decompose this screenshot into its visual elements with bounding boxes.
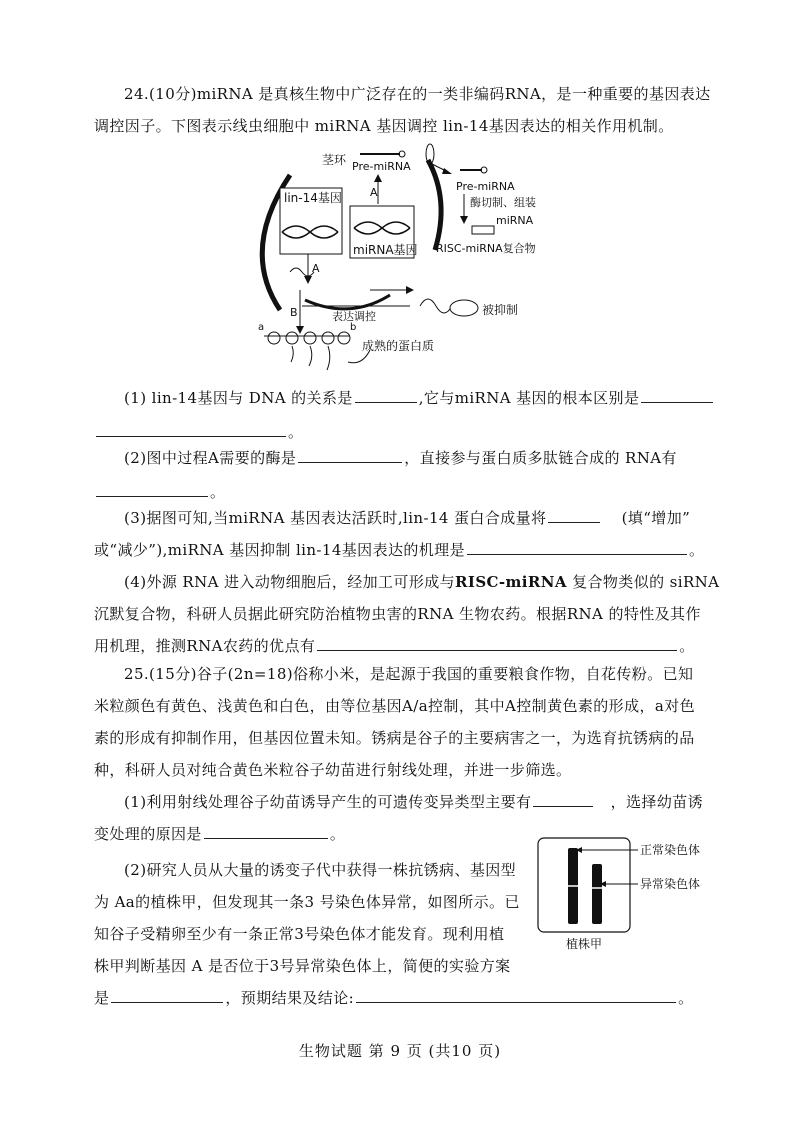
plant-label: 植株甲 [566, 937, 603, 951]
q25-sub2-text-a: 是 [94, 989, 110, 1007]
q24-sub2-text-b: ，直接参与蛋白质多肽链合成的 RNA有 [404, 449, 677, 467]
processing-arrow-head [460, 216, 468, 224]
label-a-lower: A [312, 262, 320, 275]
pre-mirna-label-1: Pre-miRNA [352, 160, 411, 173]
q24-sub2-text-a: (2)图中过程A需要的酶是 [124, 449, 297, 467]
q24-sub2-blank-2[interactable] [96, 482, 208, 497]
inhibited-complex [450, 300, 478, 316]
q25-line4: 种，科研人员对纯合黄色米粒谷子幼苗进行射线处理，并进一步筛选。 [94, 761, 572, 779]
chromosome-figure [536, 836, 740, 956]
q25-line2: 米粒颜色有黄色、浅黄色和白色，由等位基因A/a控制，其中A控制黄色素的形成，a对色 [94, 697, 696, 715]
peptide-3 [327, 346, 330, 370]
q24-sub2 [124, 448, 677, 468]
q24-sub1-text-b: ,它与miRNA 基因的根本区别是 [418, 389, 640, 407]
label-a-upper: A [370, 186, 378, 199]
ribosome-5 [338, 332, 350, 344]
q24-line1: 24.(10分)miRNA 是真核生物中广泛存在的一类非编码RNA，是一种重要的基因表达 [124, 85, 711, 103]
arrow-b-head [296, 326, 304, 334]
q24-sub4-risc: RISC-miRNA [455, 573, 567, 591]
q25-sub2-blank-2[interactable] [356, 988, 676, 1003]
mature-protein-label: 成熟的蛋白质 [362, 339, 435, 353]
arrow-a-up-head [374, 174, 382, 182]
stem-loop-label: 茎环 [322, 153, 347, 167]
risc-complex-shape [472, 226, 494, 234]
q24-sub2-blank-1[interactable] [298, 448, 402, 463]
cell-membrane-right [428, 160, 441, 250]
q24-sub4-end: 。 [679, 637, 695, 655]
q25-sub1 [124, 792, 703, 812]
mirna-gene-label: miRNA基因 [353, 243, 418, 257]
inhibited-mrna [420, 299, 452, 313]
chromosome-box [538, 838, 630, 932]
q25-sub2-line3: 知谷子受精卵至少有一条正常3号染色体才能发育。现利用植 [94, 925, 505, 943]
q24-sub1-text-a: (1) lin-14基因与 DNA 的关系是 [124, 389, 353, 407]
q25-sub2-end: 。 [678, 989, 694, 1007]
q24-sub3 [124, 508, 690, 528]
q25-sub2-line5 [94, 988, 693, 1008]
q24-sub3-blank-1[interactable] [548, 508, 600, 523]
q24-sub2-end: 。 [210, 483, 226, 501]
label-a-small: a [258, 322, 265, 333]
peptide-1 [291, 346, 293, 362]
q24-sub1-blank-3[interactable] [96, 422, 286, 437]
label-b-small: b [350, 322, 357, 333]
risc-to-mrna-head [406, 286, 414, 294]
ribosome-4 [322, 332, 334, 344]
q24-sub4-line3 [94, 636, 695, 656]
abnormal-chromosome-label: 异常染色体 [640, 877, 701, 891]
q24-sub4-line2: 沉默复合物，科研人员据此研究防治植物虫害的RNA 生物农药。根据RNA 的特性及其作 [94, 605, 701, 623]
mirna-label: miRNA [496, 214, 534, 227]
q25-line1: 25.(15分)谷子(2n=18)俗称小米，是起源于我国的重要粮食作物，自花传粉。已知 [124, 665, 694, 683]
abnormal-chromosome [592, 864, 602, 924]
q25-sub1-cont [94, 824, 345, 844]
q25-sub1-text-b: ，选择幼苗诱 [610, 793, 704, 811]
q25-sub1-text-a: (1)利用射线处理谷子幼苗诱导产生的可遗传变异类型主要有 [124, 793, 532, 811]
q25-sub1-end: 。 [329, 825, 346, 843]
q25-sub1-blank-1[interactable] [533, 792, 593, 807]
q24-sub1-blank-2[interactable] [641, 388, 713, 403]
q25-sub2-line1: (2)研究人员从大量的诱变子代中获得一株抗锈病、基因型 [124, 861, 517, 879]
ribosome-2 [286, 332, 298, 344]
q24-sub1-end: 。 [288, 423, 304, 441]
label-b: B [290, 306, 298, 319]
q24-sub3-end: 。 [688, 541, 705, 559]
mirna-mechanism-diagram [250, 140, 570, 380]
q25-sub2-line4: 株甲判断基因 A 是否位于3号异常染色体上，简便的实验方案 [94, 957, 511, 975]
inhibited-label: 被抑制 [482, 303, 519, 317]
q25-sub2-line2: 为 Aa的植株甲，但发现其一条3 号染色体异常，如图所示。已 [94, 893, 520, 911]
arrow-a-down-head [304, 276, 312, 284]
q24-line2: 调控因子。下图表示线虫细胞中 miRNA 基因调控 lin-14基因表达的相关作用机制。 [94, 117, 674, 135]
q25-sub2-text-b: ，预期结果及结论: [225, 989, 355, 1007]
q24-sub4 [124, 572, 719, 592]
q24-sub4-blank[interactable] [317, 636, 677, 651]
q25-line3: 素的形成有抑制作用，但基因位置未知。锈病是谷子的主要病害之一，为选育抗锈病的品 [94, 729, 695, 747]
q24-sub1-cont [94, 422, 303, 442]
q24-sub3-text-a: (3)据图可知,当miRNA 基因表达活跃时,lin-14 蛋白合成量将 [124, 509, 547, 527]
peptide-2 [309, 346, 312, 366]
q24-sub4-text-a: (4)外源 RNA 进入动物细胞后，经加工可形成与 [124, 573, 456, 591]
lin14-gene-label: lin-14基因 [284, 191, 342, 205]
q24-sub3-text-c: 或“减少”),miRNA 基因抑制 lin-14基因表达的机理是 [94, 541, 465, 559]
q24-sub1-blank-1[interactable] [355, 388, 417, 403]
pre-mirna-label-2: Pre-miRNA [456, 180, 515, 193]
q25-sub1-blank-2[interactable] [204, 824, 328, 839]
q24-sub1 [124, 388, 715, 408]
q24-sub3-cont [94, 540, 704, 560]
q24-sub4-text-d: 用机理，推测RNA农药的优点有 [94, 637, 316, 655]
q25-sub2-blank-1[interactable] [111, 988, 223, 1003]
q24-sub4-text-b: 复合物类似的 siRNA [566, 573, 720, 591]
mrna-fragment [290, 268, 314, 276]
ribosome-1 [268, 332, 280, 344]
normal-chromosome-label: 正常染色体 [640, 843, 701, 857]
enzyme-cut-label: 酶切制、组装 [470, 196, 536, 209]
nucleus-bottom [305, 295, 390, 309]
risc-complex-label: RISC-miRNA复合物 [436, 242, 536, 255]
ribosome-3 [304, 332, 316, 344]
regulation-label: 表达调控 [332, 310, 376, 323]
q25-sub1-text-c: 变处理的原因是 [94, 825, 202, 843]
q24-sub2-cont [94, 482, 225, 502]
q24-sub3-text-b: (填“增加” [621, 509, 691, 527]
q24-sub3-blank-2[interactable] [467, 540, 687, 555]
export-arrow-head [442, 168, 452, 174]
page-footer: 生物试题 第 9 页 (共10 页) [298, 1042, 502, 1060]
